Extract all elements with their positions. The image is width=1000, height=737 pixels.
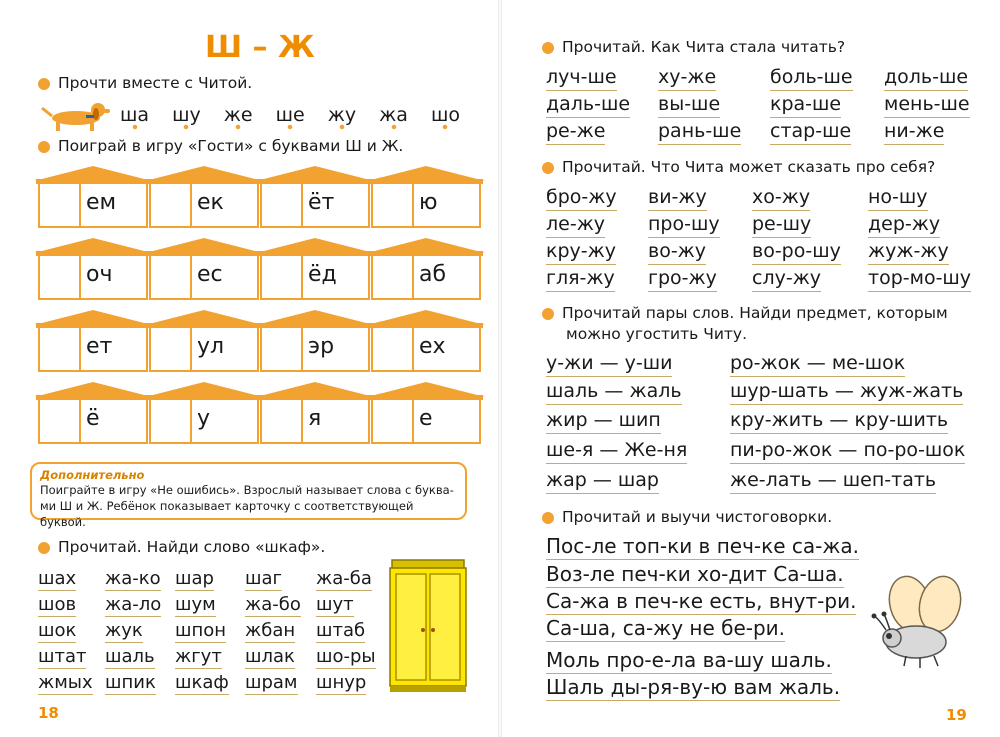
word-item: шут <box>316 594 354 615</box>
syllable: шо <box>431 104 460 130</box>
house-ending: е <box>419 406 433 431</box>
word-item: луч-ше <box>546 66 617 91</box>
house-ending: ул <box>197 334 225 359</box>
word-item: гля-жу <box>546 267 615 292</box>
bullet-dot <box>542 308 554 320</box>
tongue-twister-line: Шаль ды-ря-ву-ю вам жаль. <box>546 675 841 699</box>
house-ending: оч <box>86 262 113 287</box>
word-item: но-шу <box>868 186 928 211</box>
word-item: шнур <box>316 672 367 693</box>
additional-note-box <box>30 462 467 529</box>
house-ending: ё <box>86 406 100 431</box>
word-item: шаль <box>105 646 155 667</box>
word-item: кру-жу <box>546 240 616 265</box>
instruction-read-with-chita: Прочти вместе с Читой. <box>38 74 252 92</box>
page-title: Ш – Ж <box>205 30 315 65</box>
word-item: жа-бо <box>245 594 301 615</box>
word-item: шрам <box>245 672 298 693</box>
house-ending: ю <box>419 190 438 215</box>
house-ending: ек <box>197 190 224 215</box>
word-item: шов <box>38 594 77 615</box>
word-item: даль-ше <box>546 93 630 118</box>
house-ending: ем <box>86 190 117 215</box>
house-ending: ет <box>86 334 113 359</box>
word-item: мень-ше <box>884 93 970 118</box>
word-item: жа-ко <box>105 568 161 589</box>
house-ending: я <box>308 406 322 431</box>
word-pair: кру-жить — кру-шить <box>730 409 948 434</box>
bullet-dot <box>38 141 50 153</box>
syllable-row <box>120 104 460 130</box>
house-card <box>367 238 485 304</box>
house-ending: ёт <box>308 190 335 215</box>
additional-note-heading: Дополнительно <box>40 468 145 482</box>
house-card <box>256 238 374 304</box>
word-pair: шаль — жаль <box>546 380 682 405</box>
word-item: шкаф <box>175 672 229 693</box>
word-pair: жар — шар <box>546 469 659 494</box>
word-item: жуж-жу <box>868 240 949 265</box>
instruction-word-pairs-line2: можно угостить Читу. <box>566 325 748 343</box>
word-item: шар <box>175 568 214 589</box>
word-item: боль-ше <box>770 66 853 91</box>
additional-note-text: ми Ш и Ж. Ребёнок показывает карточку с соответствующей буквой. <box>40 499 414 529</box>
house-card <box>34 166 152 232</box>
bullet-dot <box>542 512 554 524</box>
word-item: доль-ше <box>884 66 968 91</box>
syllable: жу <box>328 104 356 130</box>
word-item: шах <box>38 568 77 589</box>
word-item: дер-жу <box>868 213 940 238</box>
word-item: слу-жу <box>752 267 821 292</box>
instruction-tongue-twisters: Прочитай и выучи чистоговорки. <box>542 508 832 526</box>
page-number: 18 <box>38 704 59 722</box>
additional-note-text: Поиграйте в игру «Не ошибись». Взрослый называет слова с буква- <box>40 483 454 497</box>
word-pair: пи-ро-жок — по-ро-шок <box>730 439 965 464</box>
house-ending: эр <box>308 334 335 359</box>
word-item: жа-ло <box>105 594 162 615</box>
house-card <box>34 310 152 376</box>
word-item: жгут <box>175 646 222 667</box>
syllable: жа <box>379 104 408 130</box>
instruction-how-chita-read: Прочитай. Как Чита стала читать? <box>542 38 845 56</box>
syllable: шу <box>172 104 201 130</box>
tongue-twister-line: Моль про-е-ла ва-шу шаль. <box>546 648 832 672</box>
syllable: ша <box>120 104 149 130</box>
word-pair: шур-шать — жуж-жать <box>730 380 963 405</box>
word-item: бро-жу <box>546 186 617 211</box>
bullet-dot <box>542 42 554 54</box>
word-pair: же-лать — шеп-тать <box>730 469 936 494</box>
instruction-word-pairs: Прочитай пары слов. Найди предмет, которым <box>542 304 948 322</box>
house-card <box>256 166 374 232</box>
bullet-dot <box>38 542 50 554</box>
word-item: вы-ше <box>658 93 720 118</box>
house-card <box>145 166 263 232</box>
word-item: штаб <box>316 620 366 641</box>
word-item: во-ро-шу <box>752 240 841 265</box>
house-card <box>145 310 263 376</box>
word-item: про-шу <box>648 213 720 238</box>
house-ending: аб <box>419 262 447 287</box>
word-item: шаг <box>245 568 282 589</box>
word-item: шум <box>175 594 216 615</box>
word-pair: ше-я — Же-ня <box>546 439 687 464</box>
house-ending: ес <box>197 262 223 287</box>
word-item: рань-ше <box>658 120 741 145</box>
syllable: ше <box>276 104 305 130</box>
house-card <box>367 382 485 448</box>
house-card <box>367 310 485 376</box>
syllable: же <box>224 104 253 130</box>
word-pair: жир — шип <box>546 409 661 434</box>
house-ending: у <box>197 406 211 431</box>
word-item: ни-же <box>884 120 944 145</box>
word-item: ре-же <box>546 120 605 145</box>
instruction-what-chita-says: Прочитай. Что Чита может сказать про себя? <box>542 158 935 176</box>
house-card <box>145 382 263 448</box>
tongue-twister-line: Са-ша, са-жу не бе-ри. <box>546 616 786 640</box>
house-card <box>145 238 263 304</box>
word-item: хо-жу <box>752 186 810 211</box>
word-item: жук <box>105 620 143 641</box>
word-item: ви-жу <box>648 186 707 211</box>
instruction-guests-game: Поиграй в игру «Гости» с буквами Ш и Ж. <box>38 137 403 155</box>
tongue-twister-line: Са-жа в печ-ке есть, внут-ри. <box>546 589 857 613</box>
house-card <box>367 166 485 232</box>
word-item: гро-жу <box>648 267 717 292</box>
house-ending: ёд <box>308 262 337 287</box>
word-item: штат <box>38 646 87 667</box>
house-card <box>256 310 374 376</box>
word-item: шпик <box>105 672 156 693</box>
word-item: стар-ше <box>770 120 851 145</box>
house-card <box>34 382 152 448</box>
word-item: ху-же <box>658 66 716 91</box>
word-item: жбан <box>245 620 296 641</box>
word-item: жа-ба <box>316 568 372 589</box>
bullet-dot <box>38 78 50 90</box>
word-item: шлак <box>245 646 295 667</box>
word-item: кра-ше <box>770 93 841 118</box>
word-item: шок <box>38 620 77 641</box>
house-card <box>34 238 152 304</box>
house-card <box>256 382 374 448</box>
word-item: ре-шу <box>752 213 811 238</box>
wardrobe-icon <box>386 558 470 698</box>
dachshund-icon <box>40 98 110 132</box>
word-item: тор-мо-шу <box>868 267 971 292</box>
word-item: жмых <box>38 672 93 693</box>
instruction-find-word: Прочитай. Найди слово «шкаф». <box>38 538 325 556</box>
word-item: во-жу <box>648 240 706 265</box>
tongue-twister-line: Пос-ле топ-ки в печ-ке са-жа. <box>546 534 859 558</box>
moth-icon <box>870 572 970 672</box>
word-item: шо-ры <box>316 646 376 667</box>
word-pair: ро-жок — ме-шок <box>730 352 905 377</box>
house-ending: ех <box>419 334 446 359</box>
word-item: ле-жу <box>546 213 605 238</box>
bullet-dot <box>542 162 554 174</box>
word-pair: у-жи — у-ши <box>546 352 672 377</box>
tongue-twister-line: Воз-ле печ-ки хо-дит Са-ша. <box>546 562 844 586</box>
word-item: шпон <box>175 620 227 641</box>
page-number: 19 <box>946 706 967 724</box>
